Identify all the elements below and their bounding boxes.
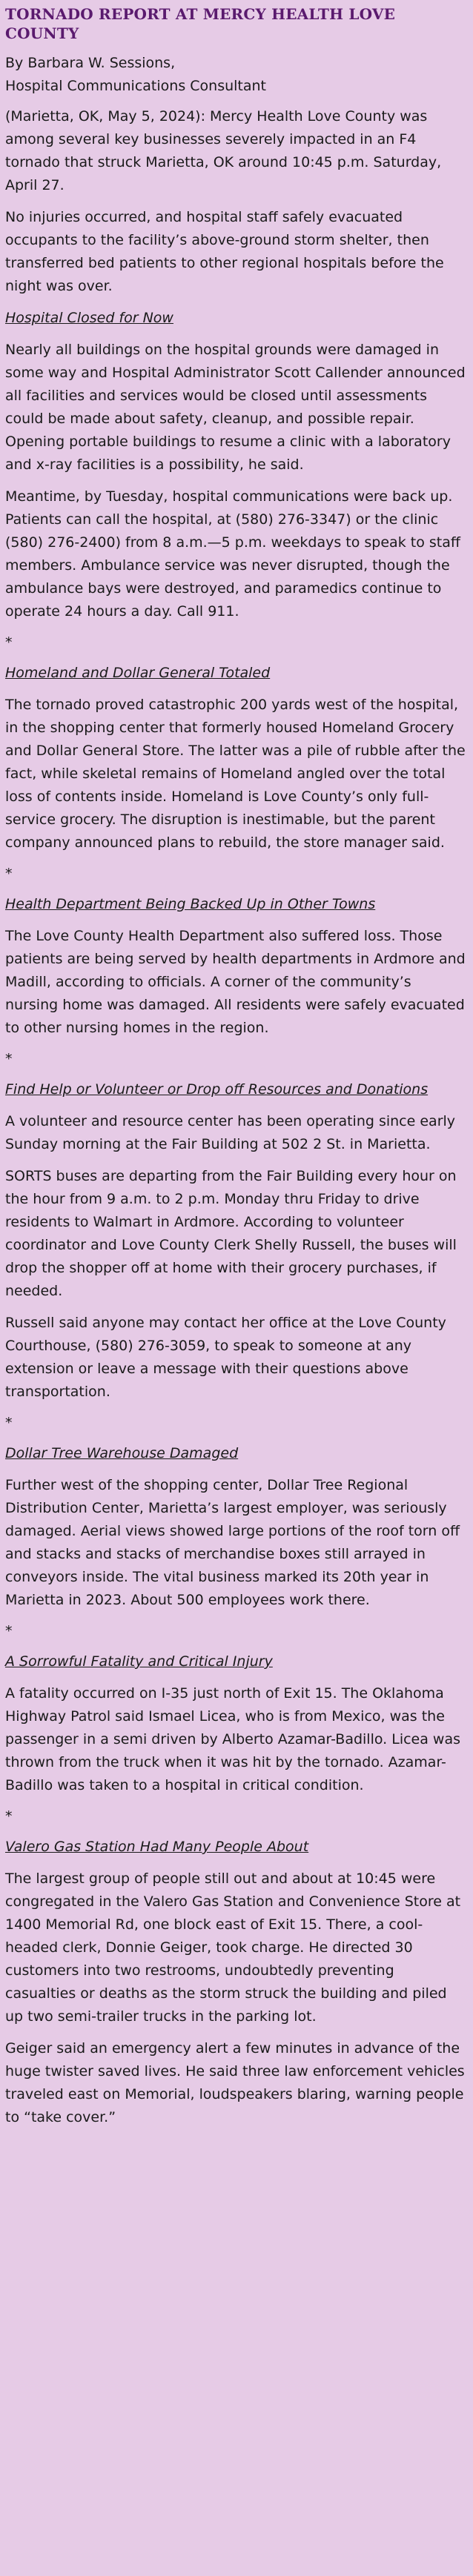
section-heading: Dollar Tree Warehouse Damaged xyxy=(5,1445,239,1461)
section-heading: Homeland and Dollar General Totaled xyxy=(5,665,271,681)
section-heading: Find Help or Volunteer or Drop off Resources and Donations xyxy=(5,1081,429,1098)
section-paragraph: Further west of the shopping center, Dollar Tree Regional Distribution Center, Marietta’s largest employer, was seriously damaged. Aerial views showed large portions of the roof torn off and stacks and stacks of merchandise boxes still arrayed in conveyors inside. The vital business marked its 20th year in Marietta in 2023. About 500 employees work there. xyxy=(5,1477,460,1608)
section-heading: Valero Gas Station Had Many People About xyxy=(5,1839,309,1855)
section-separator: * xyxy=(5,634,13,651)
section-paragraph: Meantime, by Tuesday, hospital communications were back up. Patients can call the hospital, at (580) 276-3347) or the clinic (580) 276-2400) from 8 a.m.—5 p.m. weekdays to speak to staff members. Ambulance service was never disrupted, though the ambulance bays were destroyed, and paramedics continue to operate 24 hours a day. Call 911. xyxy=(5,488,460,620)
article-title: TORNADO REPORT AT MERCY HEALTH LOVE COUNTY xyxy=(5,5,396,42)
section-paragraph: A fatality occurred on I-35 just north of Exit 15. The Oklahoma Highway Patrol said Ismael Licea, who is from Mexico, was the passenger in a semi driven by Alberto Azamar-Badillo. Licea was thrown from the truck when it was hit by the tornado. Azamar-Badillo was taken to a hospital in critical condition. xyxy=(5,1685,461,1793)
byline xyxy=(5,52,468,98)
section-paragraph: Geiger said an emergency alert a few minutes in advance of the huge twister saved lives. He said three law enforcement vehicles traveled east on Memorial, loudspeakers blaring, warning people to “take cover.” xyxy=(5,2040,465,2125)
section-paragraph: The Love County Health Department also suffered loss. Those patients are being served by health departments in Ardmore and Madill, according to officials. A corner of the community’s nursing home was damaged. All residents were safely evacuated to other nursing homes in the region. xyxy=(5,928,466,1036)
section-heading: Health Department Being Backed Up in Other Towns xyxy=(5,896,376,912)
byline-author: By Barbara W. Sessions, xyxy=(5,55,176,71)
section-separator: * xyxy=(5,1808,13,1825)
section-separator: * xyxy=(5,866,13,882)
section-paragraph: The largest group of people still out and about at 10:45 were congregated in the Valero Gas Station and Convenience Store at 1400 Memorial Rd, one block east of Exit 15. There, a cool-headed clerk, Donnie Geiger, took charge. He directed 30 customers into two restrooms, undoubtedly preventing casualties or deaths as the storm struck the building and piled up two semi-trailer trucks in the parking lot. xyxy=(5,1870,461,2025)
section-separator: * xyxy=(5,1051,13,1067)
intro-paragraph: (Marietta, OK, May 5, 2024): Mercy Health Love County was among several key businesses severely impacted in an F4 tornado that struck Marietta, OK around 10:45 p.m. Saturday, April 27. xyxy=(5,108,442,193)
section-heading: Hospital Closed for Now xyxy=(5,310,173,326)
section-paragraph: SORTS buses are departing from the Fair Building every hour on the hour from 9 a.m. to 2 p.m. Monday thru Friday to drive residents to Walmart in Ardmore. According to volunteer coordinator and Love County Clerk Shelly Russell, the buses will drop the shopper off at home with their grocery purchases, if needed. xyxy=(5,1168,457,1299)
section-paragraph: Nearly all buildings on the hospital grounds were damaged in some way and Hospital Administrator Scott Callender announced all facilities and services would be closed until assessments could be made about safety, cleanup, and possible repair. Opening portable buildings to resume a clinic with a laboratory and x-ray facilities is a possibility, he said. xyxy=(5,342,466,473)
byline-role: Hospital Communications Consultant xyxy=(5,78,266,94)
section-separator: * xyxy=(5,1415,13,1431)
section-paragraph: Russell said anyone may contact her office at the Love County Courthouse, (580) 276-3059, to speak to someone at any extension or leave a message with their questions above transportation. xyxy=(5,1315,446,1400)
section-separator: * xyxy=(5,1623,13,1639)
section-paragraph: A volunteer and resource center has been operating since early Sunday morning at the Fair Building at 502 2 St. in Marietta. xyxy=(5,1113,456,1152)
section-heading: A Sorrowful Fatality and Critical Injury xyxy=(5,1653,273,1670)
intro-paragraph: No injuries occurred, and hospital staff safely evacuated occupants to the facility’s above-ground storm shelter, then transferred bed patients to other regional hospitals before the night was over. xyxy=(5,209,444,294)
section-paragraph: The tornado proved catastrophic 200 yards west of the hospital, in the shopping center that formerly housed Homeland Grocery and Dollar General Store. The latter was a pile of rubble after the fact, while skeletal remains of Homeland angled over the total loss of contents inside. Homeland is Love County’s only full-service grocery. The disruption is inestimable, but the parent company announced plans to rebuild, the store manager said. xyxy=(5,697,466,851)
